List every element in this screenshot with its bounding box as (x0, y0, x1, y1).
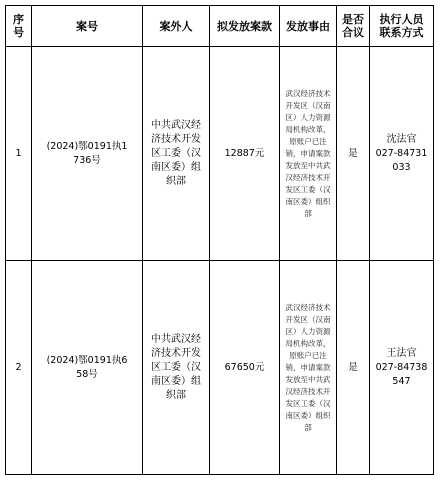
cell-case-no: (2024)鄂0191执1736号 (32, 47, 143, 261)
contact-name: 沈法官 (386, 133, 417, 145)
cell-seq: 1 (6, 47, 32, 261)
cell-seq: 2 (6, 261, 32, 475)
header-case-no: 案号 (32, 6, 143, 47)
payment-table (5, 5, 434, 475)
cell-amount: 67650元 (210, 261, 280, 475)
header-amount: 拟发放案款 (210, 6, 280, 47)
cell-meeting: 是 (337, 47, 370, 261)
contact-phone: 027-84731033 (375, 147, 428, 173)
header-row (6, 6, 434, 47)
table-row (6, 47, 434, 261)
cell-meeting: 是 (337, 261, 370, 475)
cell-case-no: (2024)鄂0191执658号 (32, 261, 143, 475)
cell-amount: 12887元 (210, 47, 280, 261)
header-outside-party: 案外人 (143, 6, 210, 47)
cell-outside-party: 中共武汉经济技术开发区工委（汉南区委）组织部 (143, 261, 210, 475)
cell-reason: 武汉经济技术开发区（汉南区）人力资源局机构改革，原账户已注销，申请案款发放至中共武汉经济技术开发区工委（汉南区委）组织部 (280, 47, 337, 261)
table-row (6, 261, 434, 475)
header-contact: 执行人员联系方式 (370, 6, 434, 47)
contact-name: 王法官 (386, 347, 417, 359)
cell-reason: 武汉经济技术开发区（汉南区）人力资源局机构改革，原账户已注销，申请案款发放至中共武汉经济技术开发区工委（汉南区委）组织部 (280, 261, 337, 475)
header-reason: 发放事由 (280, 6, 337, 47)
cell-contact (370, 261, 434, 475)
header-meeting: 是否合议 (337, 6, 370, 47)
contact-phone: 027-84738547 (375, 361, 428, 387)
cell-contact (370, 47, 434, 261)
cell-outside-party: 中共武汉经济技术开发区工委（汉南区委）组织部 (143, 47, 210, 261)
header-seq: 序号 (6, 6, 32, 47)
